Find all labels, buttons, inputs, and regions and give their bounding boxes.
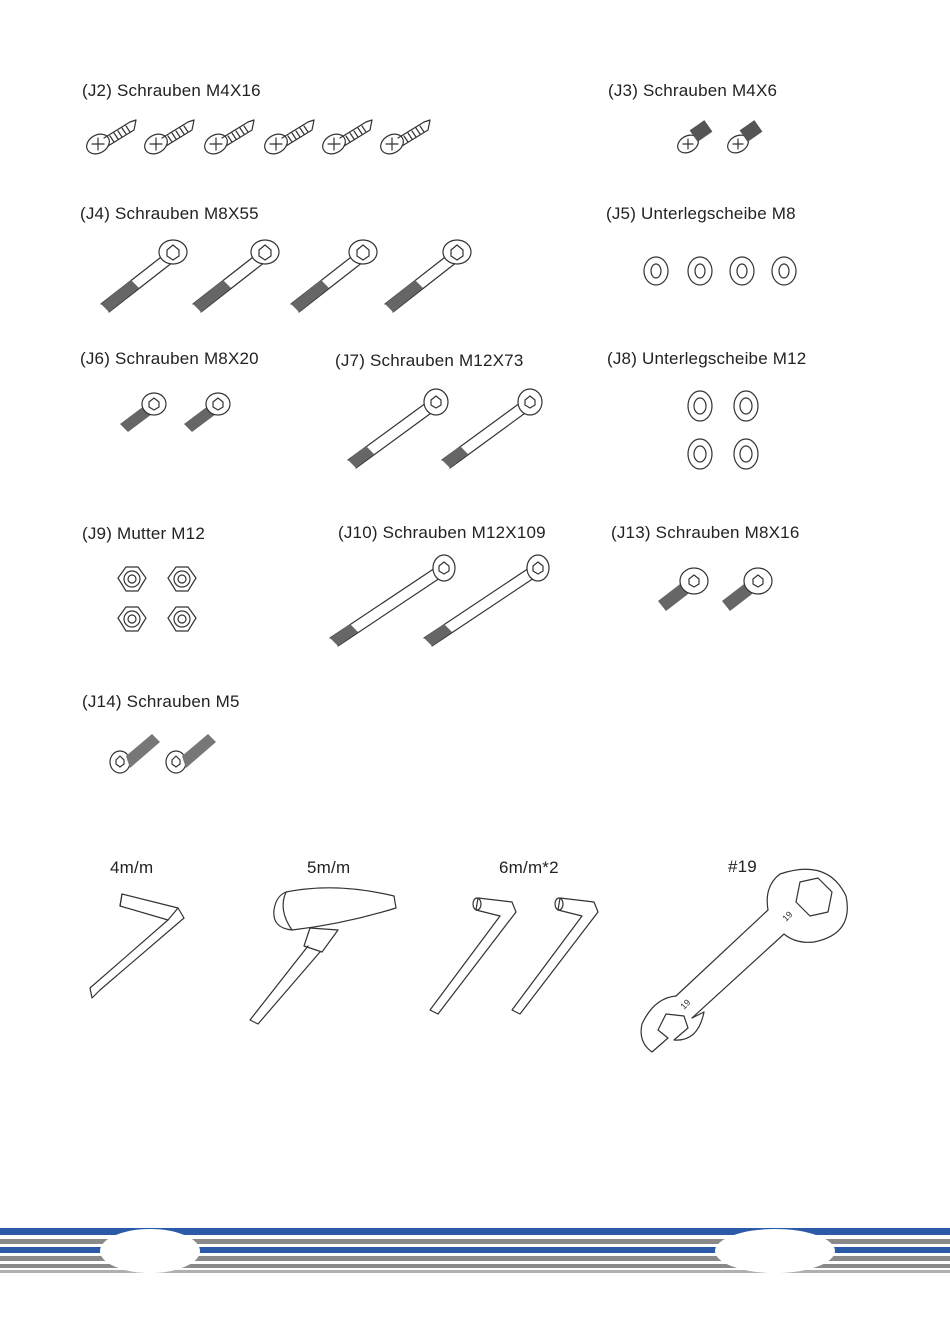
- part-label-j4: (J4) Schrauben M8X55: [80, 204, 259, 223]
- washer-icon: [734, 439, 758, 469]
- socket-bolt-icon: [291, 240, 377, 312]
- j10-bolts-illustration: [322, 552, 562, 652]
- allen-key-icon: [430, 898, 516, 1014]
- j2-screws-illustration: [80, 108, 450, 168]
- part-label-j2: (J2) Schrauben M4X16: [82, 81, 261, 100]
- tapping-screw-icon: [201, 120, 254, 158]
- socket-bolt-icon: [166, 734, 216, 773]
- j8-washers-illustration: [684, 386, 768, 476]
- tapping-screw-icon: [83, 120, 136, 158]
- hex-nut-icon: [118, 607, 146, 631]
- socket-bolt-icon: [193, 240, 279, 312]
- part-label-j5: (J5) Unterlegscheibe M8: [606, 204, 796, 223]
- tool-label-19: #19: [728, 857, 757, 876]
- part-label-j3: (J3) Schrauben M4X6: [608, 81, 778, 100]
- page-number-oval-left: [100, 1229, 200, 1273]
- washer-icon: [688, 391, 712, 421]
- t-handle-wrench-5mm-illustration: [244, 880, 404, 1030]
- j14-screws-illustration: [108, 726, 228, 776]
- socket-bolt-icon: [110, 734, 160, 773]
- part-label-j6: (J6) Schrauben M8X20: [80, 349, 259, 368]
- hex-nut-icon: [118, 567, 146, 591]
- part-label-j8: (J8) Unterlegscheibe M12: [607, 349, 807, 368]
- j4-bolts-illustration: [95, 232, 495, 322]
- wrench-marking-upper: 19: [780, 909, 795, 924]
- tapping-screw-icon: [261, 120, 314, 158]
- washer-icon: [688, 439, 712, 469]
- page-number-oval-right: [715, 1229, 835, 1273]
- socket-bolt-icon: [101, 240, 187, 312]
- washer-icon: [644, 257, 668, 285]
- part-label-j7: (J7) Schrauben M12X73: [335, 351, 524, 370]
- socket-bolt-icon: [385, 240, 471, 312]
- combination-wrench-icon: [641, 869, 847, 1052]
- hex-nut-icon: [168, 607, 196, 631]
- short-screw-icon: [724, 120, 762, 156]
- socket-bolt-icon: [184, 393, 230, 432]
- part-label-j14: (J14) Schrauben M5: [82, 692, 240, 711]
- tool-label-6mm: 6m/m*2: [499, 858, 559, 877]
- j7-bolts-illustration: [340, 388, 560, 474]
- button-head-bolt-icon: [658, 568, 708, 611]
- washer-icon: [734, 391, 758, 421]
- allen-key-icon: [512, 898, 598, 1014]
- washer-icon: [688, 257, 712, 285]
- j13-bolts-illustration: [654, 565, 784, 615]
- long-bolt-icon: [348, 389, 448, 468]
- tool-label-5mm: 5m/m: [307, 858, 351, 877]
- washer-icon: [772, 257, 796, 285]
- tapping-screw-icon: [141, 120, 194, 158]
- part-label-j10: (J10) Schrauben M12X109: [338, 523, 546, 542]
- j6-bolts-illustration: [116, 390, 246, 435]
- j3-screws-illustration: [670, 114, 780, 164]
- tool-label-4mm: 4m/m: [110, 858, 154, 877]
- tapping-screw-icon: [377, 120, 430, 158]
- footer-stripes: [0, 1228, 950, 1274]
- part-label-j13: (J13) Schrauben M8X16: [611, 523, 800, 542]
- allen-keys-6mm-illustration: [426, 890, 616, 1020]
- part-label-j9: (J9) Mutter M12: [82, 524, 205, 543]
- allen-key-4mm-illustration: [84, 890, 194, 1010]
- hex-nut-icon: [168, 567, 196, 591]
- washer-icon: [730, 257, 754, 285]
- j9-nuts-illustration: [114, 562, 204, 642]
- wrench-marking-lower: 19: [678, 997, 693, 1012]
- allen-key-icon: [90, 894, 184, 998]
- short-screw-icon: [674, 120, 712, 156]
- socket-bolt-icon: [120, 393, 166, 432]
- long-bolt-icon: [442, 389, 542, 468]
- t-handle-wrench-icon: [250, 888, 396, 1024]
- combination-wrench-19-illustration: [632, 862, 862, 1072]
- button-head-bolt-icon: [722, 568, 772, 611]
- j5-washers-illustration: [640, 254, 810, 290]
- tapping-screw-icon: [319, 120, 372, 158]
